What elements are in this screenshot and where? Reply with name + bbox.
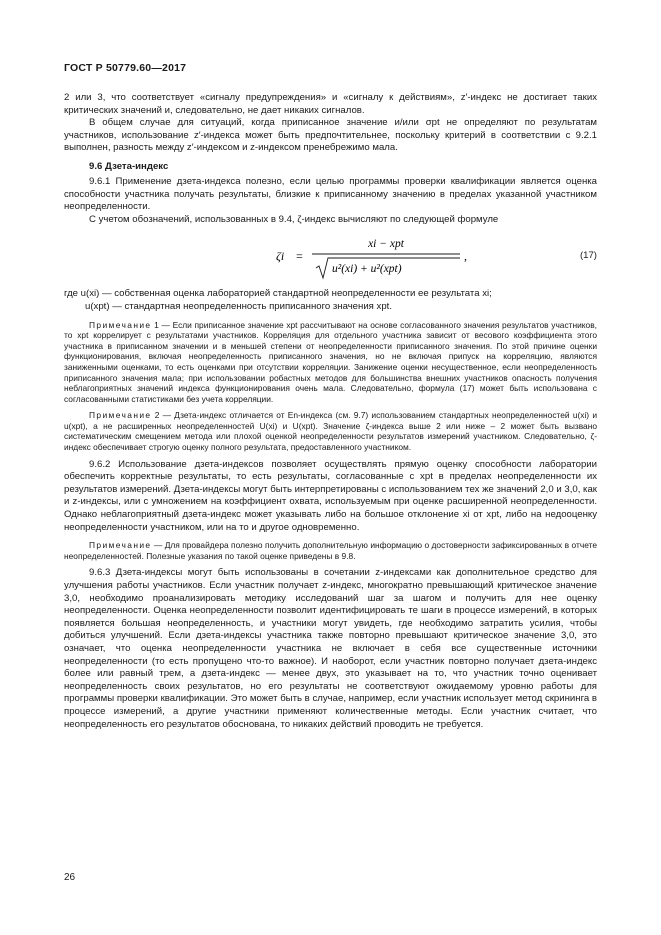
definition-u-xpt: u(xpt) — стандартная неопределенность приписанного значения xpt.	[85, 300, 393, 312]
formula-number: (17)	[579, 250, 597, 262]
paragraph-9-6-1: 9.6.1 Применение дзета-индекса полезно, если целью программы проверки квалификации является оценка способности участника получать результаты, близкие к приписанному значению в пределах указанной участником неопределенности.	[64, 175, 597, 213]
formula-definitions	[64, 288, 597, 313]
formula-equals: =	[296, 249, 303, 264]
paragraph-formula-intro: С учетом обозначений, использованных в 9.4, ζ-индекс вычисляют по следующей формуле	[89, 213, 499, 225]
section-title: 9.6 Дзета-индекс	[89, 160, 169, 172]
note-1-text: 1 — Если приписанное значение xpt рассчитывают на основе согласованного значения результатов участников, то xpt коррелирует с результатами участников. Корреляция для отдельного участника зависит от весового коэффициента этого участника в приписанном значении и в меньшей степени от неопределенности приписанного значения. По этой причине оценки функционирования, включая неопределенность приписанного значения, но не включая припуск на корреляцию, являются заниженными оценками, то есть оценками при отсутствии корреляции. Занижение оценки несущественное, если неопределенность приписанного значения мала; при использовании робастных методов для большинства внешних участников опасность получения неблагоприятных значений индекса функционирования очень мала. Следовательно, формула (17) может быть использована с согласованными статистиками без учета корреляции.	[64, 319, 597, 404]
note-1-label: Примечание	[89, 319, 152, 330]
formula-numerator: xi − xpt	[368, 238, 404, 251]
note-3	[64, 540, 597, 561]
note-2	[64, 410, 597, 452]
formula-17	[64, 228, 597, 286]
paragraph-9-6-3: 9.6.3 Дзета-индексы могут быть использованы в сочетании z-индексами как дополнительное средство для улучшения работы участников. Если участник получает z-индекс, многократно превышающий критическое значение 3,0, необходимо проанализировать методику исследований шаг за шагом и получить для нее оценку неопределенности. Оценка неопределенности позволит идентифицировать те шаги в процессе измерений, в которых появляется большая неопределенность, и участники могут увидеть, где необходимо затратить усилия, чтобы добиться улучшений. Если дзета-индексы участника также повторно превышают критическое значение 3,0, это означает, что оценка неопределенности участника не включает в себя все существенные источники неопределенности (то есть пропущено что-то важное). И наоборот, если участник повторно получает дзета-индекс более или равный трем, а дзета-индекс — менее двух, это указывает на то, что участник точно оценивает неопределенность своих результатов, но его результаты не соответствуют ожидаемому уровню работы для программы проверки квалификации. Это может быть в случае, например, если участник использует метод скрининга в процессе измерений, а другие участники применяют количественные методы. Если участник считает, что неопределенность его результатов обоснована, то никаких действий проводить не требуется.	[64, 567, 597, 730]
paragraph-general-case: В общем случае для ситуаций, когда приписанное значение и/или σpt не определяют по результатам участников, использование z′-индекса может быть предпочтительнее, поскольку критерий в соответствии с 9.2.1 выполнен, разность между z′-индексом и z-индексом пренебрежимо мала.	[64, 117, 597, 154]
formula-denominator: u²(xi) + u²(xpt)	[332, 263, 402, 276]
document-body	[64, 92, 597, 731]
paragraph-9-6-2: 9.6.2 Использование дзета-индексов позволяет осуществлять прямую оценку способности лаборатории обеспечить корректные результаты, то есть результаты, согласованные с xpt в пределах неопределенности их результатов измерений. Дзета-индексы могут быть интерпретированы с использованием тех же значений 2,0 и 3,0, как и z-индексы, или с умножением на коэффициент охвата, используемым при оценке расширенной неопределенности. Однако неблагоприятный дзета-индекс может указывать либо на большое отклонение xi от xpt, либо на недооценку неопределенности участником, или на то и другое одновременно.	[64, 458, 597, 533]
zeta-formula	[274, 228, 474, 284]
note-2-text: 2 — Дзета-индекс отличается от En-индекса (см. 9.7) использованием стандартных неопределенностей u(xi) и u(xpt), а не расширенных неопределенностей U(xi) и U(xpt). Значение ζ-индекса выше 2 или ниже – 2 может быть вызвано систематическим смещением метода или плохой оценкой неопределенности результатов измерений участником. Следовательно, ζ-индекс обеспечивает строгую оценку полного результата, предоставленного участником.	[64, 410, 597, 453]
page-number: 26	[64, 872, 76, 883]
note-3-text: — Для провайдера полезно получить дополнительную информацию о достоверности зафиксированных в отчете неопределенностей. Полезные указания по такой оценке приведены в 9.8.	[64, 540, 597, 561]
document-header: ГОСТ Р 50779.60—2017	[64, 62, 187, 74]
note-2-label: Примечание	[89, 410, 152, 421]
note-1	[64, 320, 597, 405]
definition-u-xi: где u(xi) — собственная оценка лабораторией стандартной неопределенности ее результата xi;	[64, 288, 492, 300]
paragraph-continuation: 2 или 3, что соответствует «сигналу предупреждения» и «сигналу к действиям», z′-индекс не достигает таких критических значений и, следовательно, не дает никаких сигналов.	[64, 92, 597, 116]
formula-lhs: ζi	[276, 249, 285, 264]
note-3-label: Примечание	[89, 540, 152, 551]
svg-text:,: ,	[464, 249, 467, 264]
